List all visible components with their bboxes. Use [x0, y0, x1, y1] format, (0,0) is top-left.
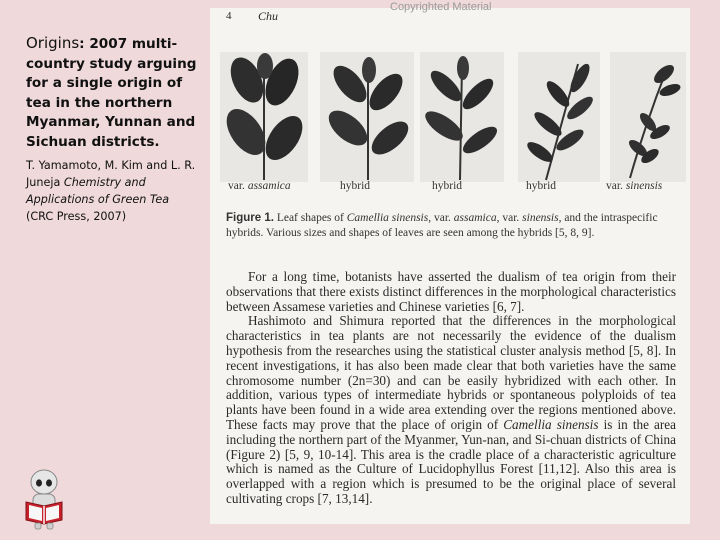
leaf-photo-hybrid-2	[420, 52, 504, 182]
book-page-scan	[210, 1, 690, 524]
paragraph-dualism: For a long time, botanists have asserted the dualism of tea origin from their observations that there exists distinct differences in the morphological characteristics between Assamese varieties and Chinese varieties [6, 7].	[226, 269, 676, 314]
caption-title	[26, 34, 208, 152]
caption-title-rest: : 2007 multi-country study arguing for a single origin of tea in the northern Myanmar, Yunnan and Sichuan districts.	[26, 36, 197, 150]
reference-book-title: Chemistry and Applications of Green Tea	[26, 176, 170, 206]
slide-caption	[26, 34, 208, 152]
reference-authors: T. Yamamoto, M. Kim and L. R. Juneja	[26, 159, 196, 189]
reference-publisher: (CRC Press, 2007)	[26, 210, 127, 223]
paragraph-origin: Hashimoto and Shimura reported that the differences in the morphological characteristics in tea plants are not necessarily the evidence of the dualism hypothesis from the researches using the statistical cluster analysis method [5, 8]. In recent investigations, it has also been made clear that both varieties have the same chromosome number (2n=30) and can be easily hybridized with each other. In addition, various types of intermediate hybrids or spontaneous polyploids of tea plants have been found in a wide area extending over the regions mentioned above. These facts may prove that the place of origin of Camellia sinensis is in the area including the northern part of the Myanmer, Yun-nan, and Si-chuan districts of China (Figure 2) [5, 9, 10-14]. This area is the cradle place of a characteristic agriculture which is named as the Culture of Lucidophyllus Forest [11,12]. Also this area is overlapped with a region which is presumed to be the original place of several cultivating crops [7, 13,14].	[226, 313, 676, 506]
photo-label-assamica: var. assamica	[228, 180, 291, 192]
running-head-author: Chu	[258, 9, 279, 23]
leaf-photo-sinensis	[610, 52, 686, 182]
leaf-sprig-icon	[320, 52, 414, 182]
copyright-watermark: Copyrighted Material	[390, 1, 492, 13]
page-body-text	[226, 270, 676, 507]
leaf-sprig-icon	[610, 52, 686, 182]
leaf-photo-assamica	[220, 52, 308, 182]
leaf-sprig-icon	[220, 52, 308, 182]
leaf-sprig-icon	[420, 52, 504, 182]
figure-caption: Figure 1. Leaf shapes of Camellia sinensis, var. assamica, var. sinensis, and the intraspecific hybrids. Various sizes and shapes of leaves are seen among the hybrids [5, 8, 9].	[226, 212, 658, 239]
leaf-photographs	[220, 52, 686, 184]
reading-robot-mascot-icon	[18, 466, 70, 530]
figure-label: Figure 1.	[226, 212, 274, 224]
leaf-sprig-icon	[518, 52, 600, 182]
photo-label-hybrid-2: hybrid	[432, 180, 463, 192]
photo-label-sinensis: var. sinensis	[606, 180, 663, 192]
leaf-photo-hybrid-1	[320, 52, 414, 182]
caption-title-lead: Origins	[26, 34, 80, 52]
caption-reference	[26, 157, 208, 225]
page-number: 4	[226, 10, 232, 22]
leaf-photo-hybrid-3	[518, 52, 600, 182]
photo-label-hybrid-1: hybrid	[340, 180, 371, 192]
photo-label-hybrid-3: hybrid	[526, 180, 557, 192]
